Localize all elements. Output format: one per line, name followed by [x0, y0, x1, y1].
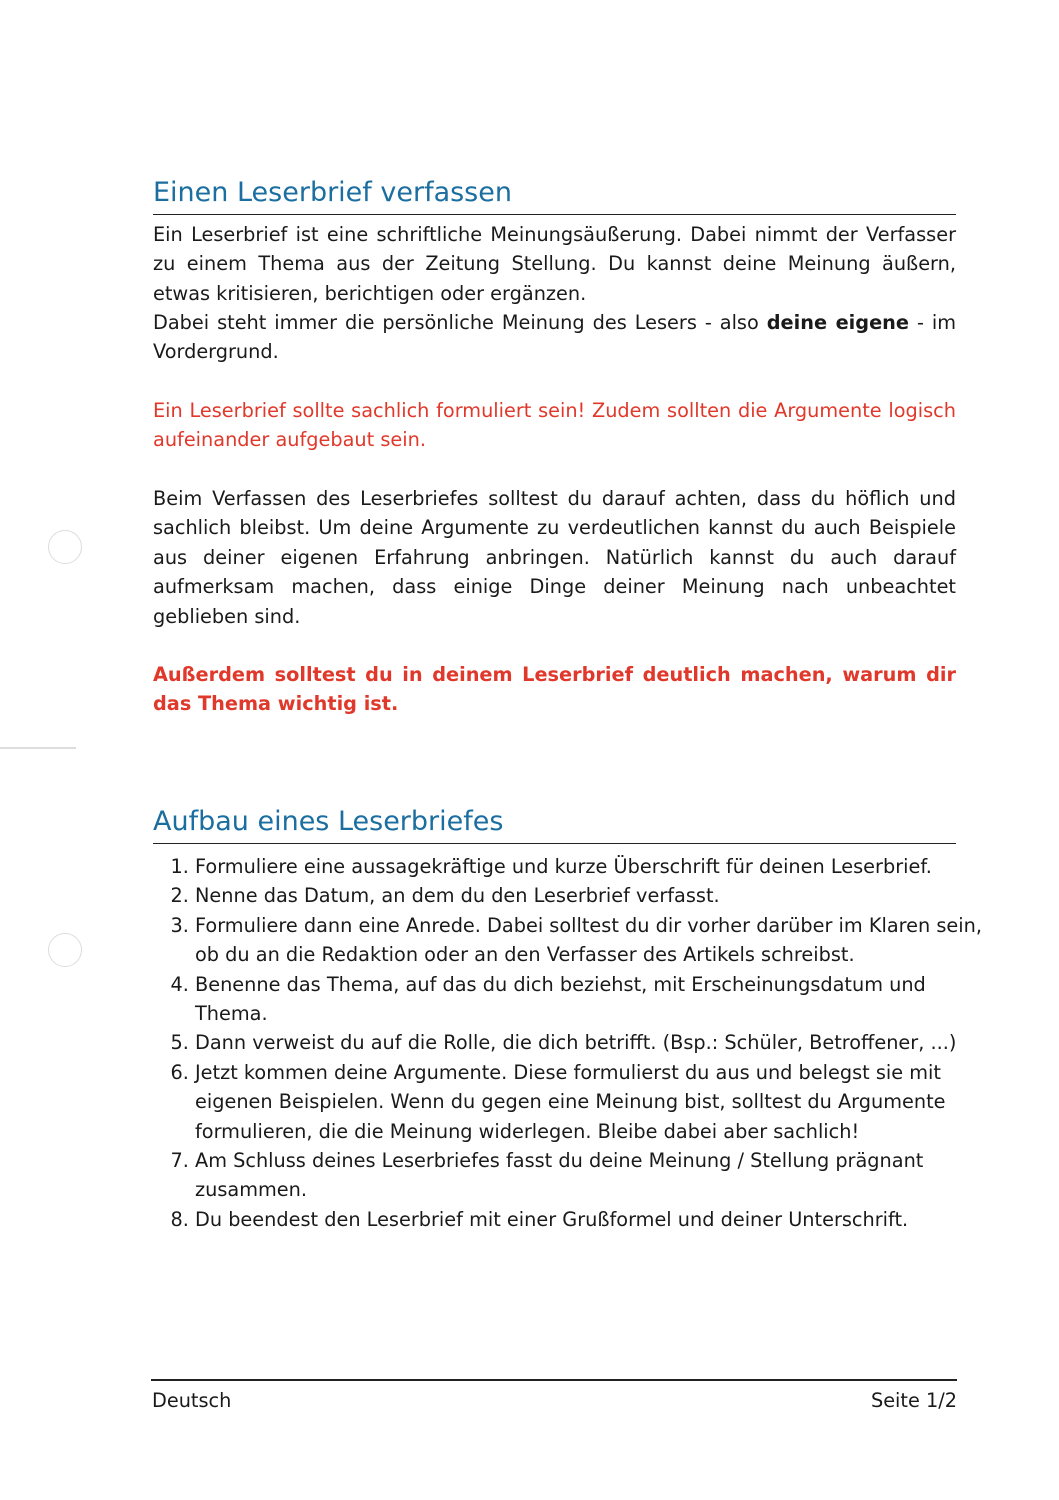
text: Dabei steht immer die persönliche Meinung des Lesers - also [153, 311, 767, 334]
intro-paragraph: Ein Leserbrief ist eine schriftliche Meinungsäußerung. Dabei nimmt der Verfasser zu einem Thema aus der Zeitung Stellung. Du kannst deine Meinung äußern, etwas kritisieren, berichtigen oder ergänzen. [153, 223, 956, 305]
list-item: 6. Jetzt kommen deine Argumente. Diese formulierst du aus und belegst sie mit eigenen Beispielen. Wenn du gegen eine Meinung bist, solltest du Argumente formulieren, die die Meinung widerlegen. Bleibe dabei aber sachlich! [195, 1058, 998, 1146]
footer-divider [151, 1379, 957, 1381]
advice-paragraph: Beim Verfassen des Leserbriefes solltest du darauf achten, dass du höflich und sachlich bleibst. Um deine Argumente zu verdeutlichen kannst du auch Beispiele aus deiner eigenen Erfahrung anbringen. Natürlich kannst du auch darauf aufmerksam machen, dass einige Dinge deiner Meinung nach unbeachtet geblieben sind. [153, 487, 956, 628]
list-item: 3. Formuliere dann eine Anrede. Dabei solltest du dir vorher darüber im Klaren sein, ob du an die Redaktion oder an den Verfasser des Artikels schreibst. [195, 911, 998, 970]
list-item: 7. Am Schluss deines Leserbriefes fasst du deine Meinung / Stellung prägnant zusammen. [195, 1146, 998, 1205]
footer-page-number: Seite 1/2 [870, 1389, 957, 1412]
red-note: Ein Leserbrief sollte sachlich formuliert sein! Zudem sollten die Argumente logisch aufeinander aufgebaut sein. [153, 399, 956, 452]
list-item: 8. Du beendest den Leserbrief mit einer Grußformel und deiner Unterschrift. [195, 1205, 998, 1234]
bold-red-note: Außerdem solltest du in deinem Leserbrief deutlich machen, warum dir das Thema wichtig ist. [153, 663, 956, 716]
structure-list [153, 852, 998, 1234]
text: - im Vordergrund. [153, 311, 957, 364]
opinion-paragraph [153, 308, 956, 367]
punch-hole-mark [48, 933, 82, 967]
punch-hole-mark [48, 530, 82, 564]
list-item: 5. Dann verweist du auf die Rolle, die dich betrifft. (Bsp.: Schüler, Betroffener, ...) [195, 1028, 998, 1057]
section-title: Einen Leserbrief verfassen [153, 176, 956, 215]
footer-subject: Deutsch [152, 1389, 232, 1412]
list-item: 2. Nenne das Datum, an dem du den Leserbrief verfasst. [195, 881, 998, 910]
emphasis: deine eigene [766, 311, 909, 334]
section-title: Aufbau eines Leserbriefes [153, 805, 956, 844]
list-item: 4. Benenne das Thema, auf das du dich beziehst, mit Erscheinungsdatum und Thema. [195, 970, 998, 1029]
fold-mark [0, 747, 76, 749]
list-item: 1. Formuliere eine aussagekräftige und kurze Überschrift für deinen Leserbrief. [195, 852, 998, 881]
